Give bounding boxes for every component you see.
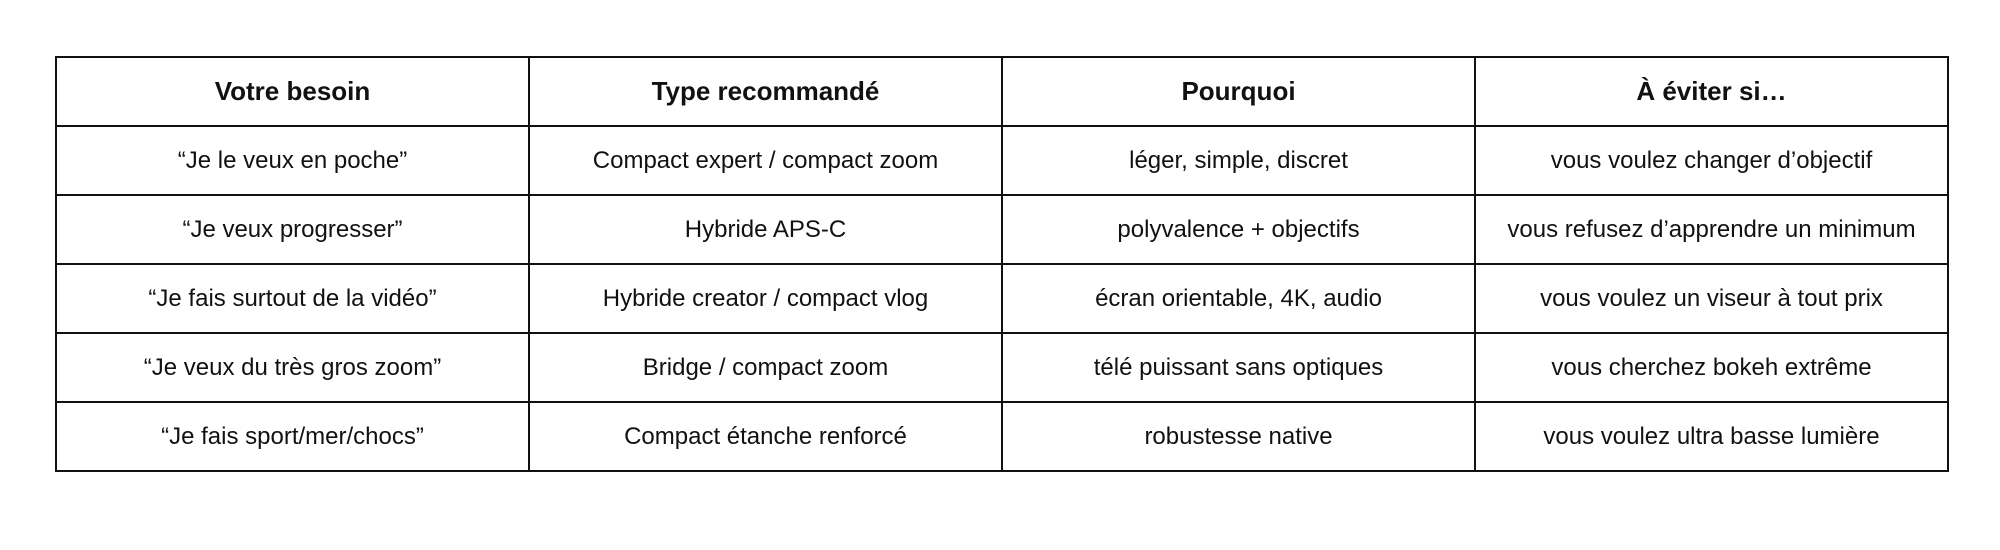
cell-type: Compact expert / compact zoom xyxy=(529,126,1002,195)
header-pourquoi: Pourquoi xyxy=(1002,57,1475,126)
cell-besoin: “Je fais sport/mer/chocs” xyxy=(56,402,529,471)
cell-besoin: “Je veux progresser” xyxy=(56,195,529,264)
table-row xyxy=(56,126,1948,195)
cell-eviter: vous voulez un viseur à tout prix xyxy=(1475,264,1948,333)
table-row xyxy=(56,402,1948,471)
cell-type: Hybride creator / compact vlog xyxy=(529,264,1002,333)
cell-besoin: “Je veux du très gros zoom” xyxy=(56,333,529,402)
header-votre-besoin: Votre besoin xyxy=(56,57,529,126)
cell-type: Bridge / compact zoom xyxy=(529,333,1002,402)
recommendation-table xyxy=(55,56,1949,472)
cell-type: Hybride APS-C xyxy=(529,195,1002,264)
table-header-row xyxy=(56,57,1948,126)
cell-pourquoi: léger, simple, discret xyxy=(1002,126,1475,195)
cell-besoin: “Je fais surtout de la vidéo” xyxy=(56,264,529,333)
table-row xyxy=(56,264,1948,333)
cell-eviter: vous voulez ultra basse lumière xyxy=(1475,402,1948,471)
cell-eviter: vous voulez changer d’objectif xyxy=(1475,126,1948,195)
table-row xyxy=(56,333,1948,402)
header-a-eviter-si: À éviter si… xyxy=(1475,57,1948,126)
table-container xyxy=(55,56,1949,472)
table-row xyxy=(56,195,1948,264)
header-type-recommande: Type recommandé xyxy=(529,57,1002,126)
cell-eviter: vous cherchez bokeh extrême xyxy=(1475,333,1948,402)
cell-pourquoi: écran orientable, 4K, audio xyxy=(1002,264,1475,333)
cell-pourquoi: polyvalence + objectifs xyxy=(1002,195,1475,264)
cell-pourquoi: robustesse native xyxy=(1002,402,1475,471)
cell-besoin: “Je le veux en poche” xyxy=(56,126,529,195)
cell-type: Compact étanche renforcé xyxy=(529,402,1002,471)
cell-pourquoi: télé puissant sans optiques xyxy=(1002,333,1475,402)
cell-eviter: vous refusez d’apprendre un minimum xyxy=(1475,195,1948,264)
